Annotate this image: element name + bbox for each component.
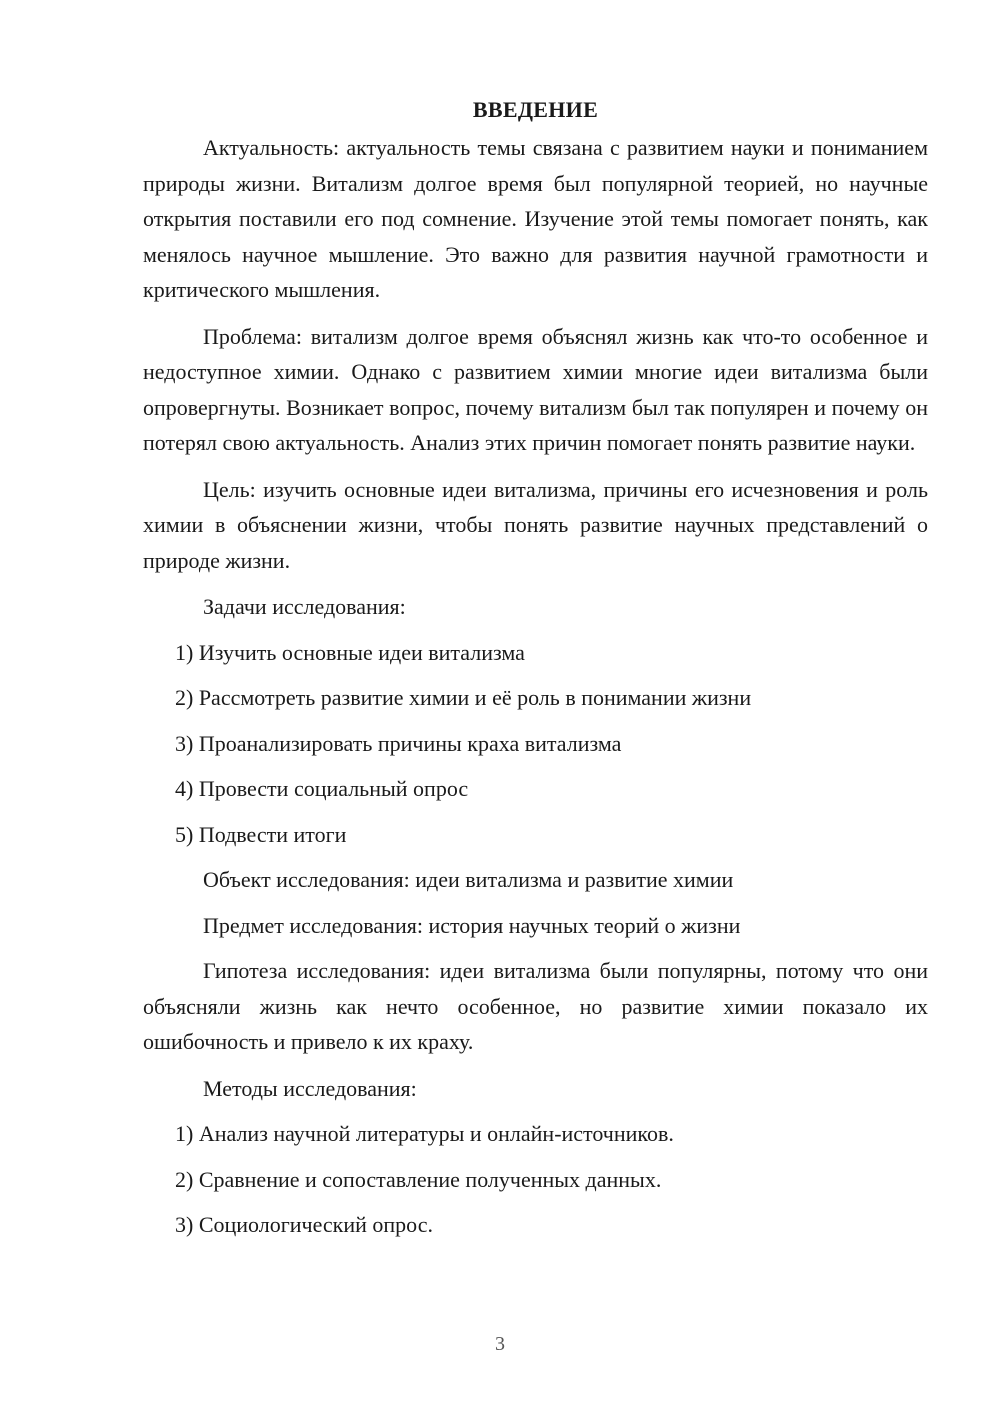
research-object: Объект исследования: идеи витализма и развитие химии bbox=[203, 867, 734, 892]
problem-paragraph: Проблема: витализм долгое время объяснял жизнь как что-то особенное и недоступное химии. Однако с развитием химии многие идеи витализма были опровергнуты. Возникает вопрос, почему витализм был так популярен и почему он потерял свою актуальность. Анализ этих причин помогает понять развитие науки. bbox=[143, 323, 928, 455]
section-title: ВВЕДЕНИЕ bbox=[472, 97, 599, 122]
task-item: 5) Подвести итоги bbox=[175, 821, 347, 847]
method-item: 1) Анализ научной литературы и онлайн-источников. bbox=[175, 1121, 674, 1146]
methods-heading: Методы исследования: bbox=[203, 1075, 417, 1101]
task-item: 1) Изучить основные идеи витализма bbox=[175, 639, 525, 665]
research-subject: Предмет исследования: история научных теорий о жизни bbox=[203, 912, 741, 938]
goal-paragraph: Цель: изучить основные идеи витализма, причины его исчезновения и роль химии в объяснении жизни, чтобы понять развитие научных представлений о природе жизни. bbox=[143, 476, 928, 573]
task-item: 3) Проанализировать причины краха витализма bbox=[175, 730, 622, 756]
method-item: 2) Сравнение и сопоставление полученных данных. bbox=[175, 1166, 662, 1192]
document-page bbox=[143, 92, 928, 1253]
relevance-paragraph: Актуальность: актуальность темы связана с развитием науки и пониманием природы жизни. Витализм долгое время был популярной теорией, но научные открытия поставили его под сомнение. Изучение этой темы помогает понять, как менялось научное мышление. Это важно для развития научной грамотности и критического мышления. bbox=[143, 135, 928, 302]
task-item: 2) Рассмотреть развитие химии и её роль в понимании жизни bbox=[175, 685, 752, 710]
method-item: 3) Социологический опрос. bbox=[175, 1212, 433, 1237]
hypothesis-paragraph: Гипотеза исследования: идеи витализма были популярны, потому что они объясняли жизнь как нечто особенное, но развитие химии показало их ошибочность и привело к их краху. bbox=[143, 958, 928, 1054]
tasks-heading: Задачи исследования: bbox=[203, 594, 406, 619]
page-number: 3 bbox=[495, 1333, 505, 1355]
task-item: 4) Провести социальный опрос bbox=[175, 776, 469, 801]
